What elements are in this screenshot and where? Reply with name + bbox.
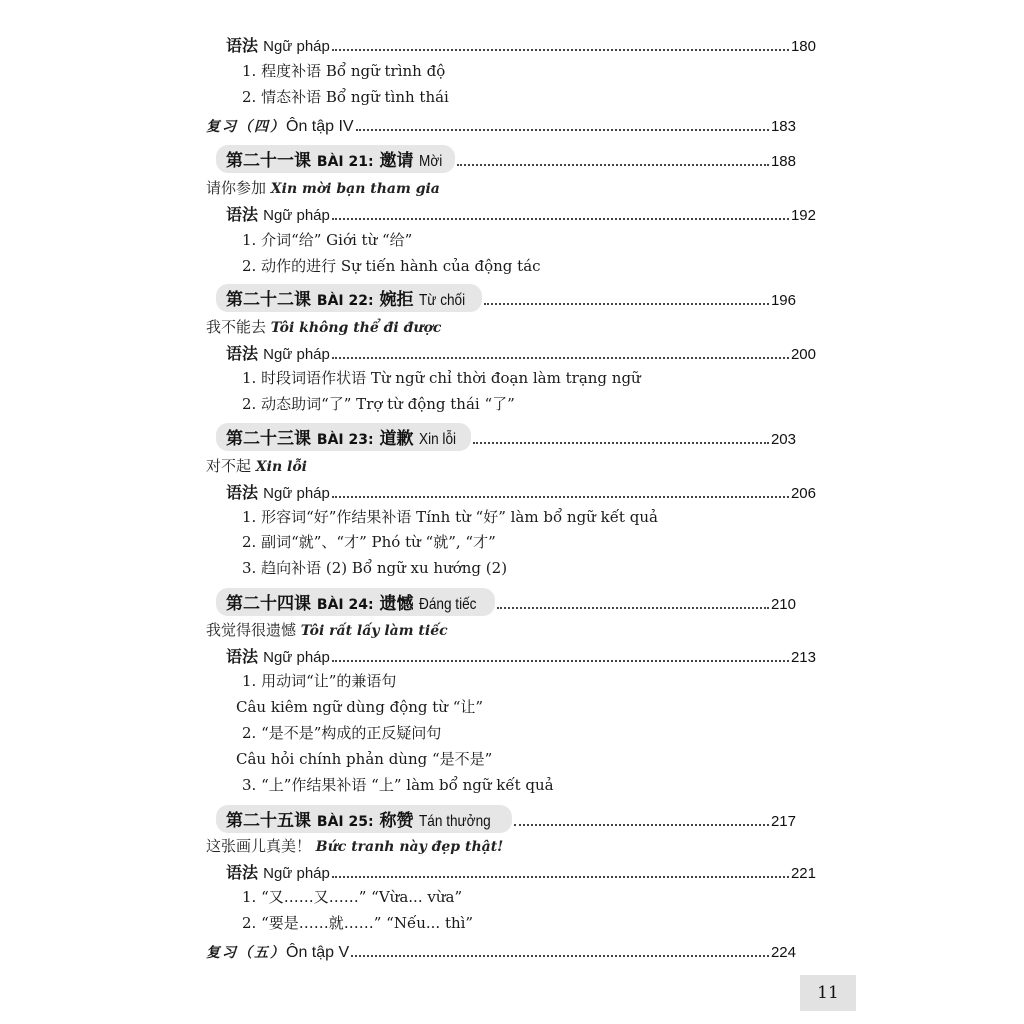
lesson-code: BÀI 25: [316,814,374,830]
subitem-text: 3. 趋向补语 (2) Bổ ngữ xu hướng (2) [242,559,508,577]
toc-subitem [206,506,832,527]
lesson-zh-num: 第二十四课 [226,594,311,614]
lesson-header [216,423,471,451]
grammar-vi: Ngữ pháp [263,207,330,224]
grammar-zh: 语法 [226,483,259,502]
subtitle-zh: 请你参加 [206,179,267,197]
review-zh: 复习（五） [206,945,286,961]
lesson-code: BÀI 23: [316,432,374,448]
dot-leader [473,441,769,444]
toc-subitem [206,229,832,250]
page-ref: 196 [770,292,796,309]
lesson-vi-title: Tán thưởng [419,813,492,830]
toc-subitem [206,774,832,795]
toc-subitem [206,255,832,276]
dot-leader [484,302,769,305]
dot-leader [332,659,789,662]
toc-grammar-entry[interactable] [206,341,816,364]
lesson-vi-title: Mời [419,153,443,170]
page-number-badge: 11 [800,975,856,1011]
subitem-text: 2. 动作的进行 Sự tiến hành của động tác [242,257,541,275]
grammar-zh: 语法 [226,344,259,363]
toc-subitem [206,748,826,769]
toc-subitem [206,367,832,388]
lesson-zh-title: 称赞 [379,811,414,831]
subitem-text: 2. “是不是”构成的正反疑问句 [242,724,442,742]
lesson-header [216,588,495,616]
dot-leader [332,48,789,51]
subitem-text: 2. 情态补语 Bổ ngữ tình thái [242,88,449,106]
subitem-text: 1. “又……又……” “Vừa... vừa” [242,888,463,906]
toc-subitem [206,696,826,717]
toc-subitem [206,531,832,552]
page-ref: 221 [790,865,816,882]
review-zh: 复习（四） [206,119,286,135]
grammar-zh: 语法 [226,205,259,224]
toc-lesson-25[interactable] [206,805,796,833]
grammar-vi: Ngữ pháp [263,346,330,363]
lesson-subtitle [206,619,796,640]
dot-leader [457,163,769,166]
dot-leader [332,217,789,220]
lesson-zh-num: 第二十三课 [226,429,311,449]
lesson-header [216,145,455,173]
toc-review-5[interactable] [206,942,796,962]
grammar-vi: Ngữ pháp [263,38,330,55]
page-ref: 183 [770,118,796,135]
toc-subitem [206,886,832,907]
lesson-vi-title: Đáng tiếc [419,596,477,613]
grammar-vi: Ngữ pháp [263,649,330,666]
toc-grammar-entry[interactable] [206,860,816,883]
page-ref: 224 [770,944,796,961]
grammar-vi: Ngữ pháp [263,485,330,502]
lesson-zh-num: 第二十五课 [226,811,311,831]
subtitle-zh: 这张画儿真美！ [206,837,312,855]
toc-lesson-24[interactable] [206,588,796,616]
page-ref: 188 [770,153,796,170]
subtitle-zh: 我不能去 [206,318,267,336]
toc-subitem [206,60,832,81]
grammar-zh: 语法 [226,36,259,55]
page-ref: 213 [790,649,816,666]
dot-leader [332,495,789,498]
subitem-text: 2. “要是……就……” “Nếu... thì” [242,914,474,932]
dot-leader [332,875,789,878]
toc-lesson-21[interactable] [206,145,796,173]
toc-grammar-entry[interactable] [206,480,816,503]
subtitle-vi: Xin mời bạn tham gia [270,181,440,197]
subitem-text: 3. “上”作结果补语 “上” làm bổ ngữ kết quả [242,776,554,794]
dot-leader [356,128,769,131]
page-ref: 210 [770,596,796,613]
page-ref: 192 [790,207,816,224]
toc-subitem [206,393,832,414]
lesson-vi-title: Từ chối [419,292,466,309]
lesson-code: BÀI 21: [316,154,374,170]
subitem-text: Câu kiêm ngữ dùng động từ “让” [236,698,484,716]
subtitle-vi: Tôi rất lấy làm tiếc [300,623,448,639]
toc-lesson-23[interactable] [206,423,796,451]
grammar-vi: Ngữ pháp [263,865,330,882]
subtitle-vi: Tôi không thể đi được [270,320,442,336]
lesson-subtitle [206,835,796,856]
subitem-text: 1. 介词“给” Giới từ “给” [242,231,413,249]
toc-subitem [206,912,832,933]
subtitle-vi: Xin lỗi [255,459,308,475]
toc-lesson-22[interactable] [206,284,796,312]
page-ref: 200 [790,346,816,363]
dot-leader [332,356,789,359]
toc-grammar-entry[interactable] [206,644,816,667]
grammar-zh: 语法 [226,863,259,882]
lesson-zh-title: 遗憾 [379,594,414,614]
toc-grammar-entry[interactable] [206,202,816,225]
toc-subitem [206,86,832,107]
lesson-header [216,284,482,312]
subtitle-zh: 我觉得很遗憾 [206,621,297,639]
page-ref: 206 [790,485,816,502]
lesson-zh-title: 邀请 [379,151,414,171]
lesson-zh-num: 第二十一课 [226,151,311,171]
toc-subitem [206,670,832,691]
subitem-text: 2. 动态助词“了” Trợ từ động thái “了” [242,395,515,413]
subitem-text: 1. 程度补语 Bổ ngữ trình độ [242,62,446,80]
lesson-code: BÀI 22: [316,293,374,309]
dot-leader [351,954,769,957]
review-vi: Ôn tập IV [286,118,354,135]
subitem-text: 2. 副词“就”、“才” Phó từ “就”, “才” [242,533,496,551]
lesson-zh-title: 道歉 [379,429,414,449]
lesson-subtitle [206,177,796,198]
subitem-text: 1. 用动词“让”的兼语句 [242,672,397,690]
lesson-vi-title: Xin lỗi [419,431,457,448]
lesson-subtitle [206,316,796,337]
grammar-zh: 语法 [226,647,259,666]
toc-grammar-entry[interactable] [206,33,816,56]
lesson-subtitle [206,455,796,476]
subitem-text: Câu hỏi chính phản dùng “是不是” [236,750,493,768]
dot-leader [514,823,769,826]
lesson-header [216,805,512,833]
lesson-code: BÀI 24: [316,597,374,613]
subtitle-vi: Bức tranh này đẹp thật! [315,839,504,855]
subitem-text: 1. 形容词“好”作结果补语 Tính từ “好” làm bổ ngữ kết quả [242,508,658,526]
page-ref: 203 [770,431,796,448]
review-vi: Ôn tập V [286,944,350,961]
toc-review-4[interactable] [206,116,796,136]
page-ref: 217 [770,813,796,830]
toc-subitem [206,557,832,578]
subtitle-zh: 对不起 [206,457,252,475]
toc-subitem [206,722,832,743]
subitem-text: 1. 时段词语作状语 Từ ngữ chỉ thời đoạn làm trạng ngữ [242,369,641,387]
page-ref: 180 [790,38,816,55]
lesson-zh-title: 婉拒 [379,290,414,310]
dot-leader [497,606,769,609]
lesson-zh-num: 第二十二课 [226,290,311,310]
